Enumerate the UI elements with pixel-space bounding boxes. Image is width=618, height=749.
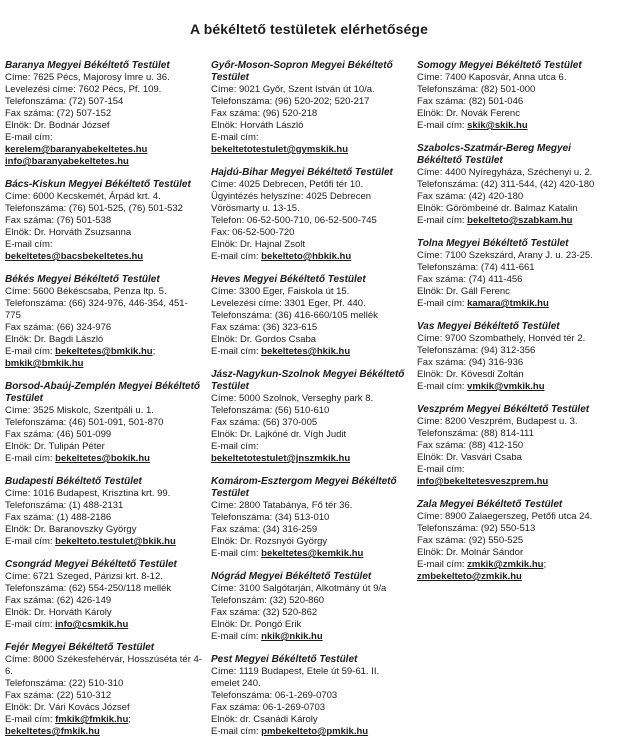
email-link[interactable]: info@csmkik.hu	[55, 619, 129, 630]
board-entry	[211, 167, 408, 263]
board-name: Bács-Kiskun Megyei Békéltető Testület	[5, 179, 191, 190]
email-link[interactable]: fmkik@fmkik.hu	[55, 714, 129, 725]
detail-line	[5, 512, 202, 524]
detail-line	[5, 702, 202, 714]
detail-line	[211, 666, 408, 690]
detail-text: Címe: 8200 Veszprém, Budapest u. 3.	[417, 416, 578, 427]
detail-line	[5, 203, 202, 215]
email-link[interactable]: info@bekeltetesveszprem.hu	[417, 476, 549, 487]
board-name: Komárom-Esztergom Megyei Békéltető Testület	[211, 476, 397, 499]
email-link[interactable]: pmbekelteto@pmkik.hu	[261, 726, 369, 737]
detail-text: Címe: 3100 Salgótarján, Alkotmány út 9/a	[211, 583, 387, 594]
detail-text: ;	[128, 714, 131, 725]
board-entry	[5, 179, 202, 263]
detail-line	[5, 156, 202, 168]
detail-line	[211, 512, 408, 524]
detail-line	[5, 227, 202, 239]
board-entry	[417, 321, 614, 393]
detail-text: Címe: 5000 Szolnok, Verseghy park 8.	[211, 393, 374, 404]
detail-text: Címe: 4025 Debrecen, Petőfi tér 10.	[211, 179, 364, 190]
detail-line	[211, 583, 408, 595]
detail-text: Címe: 9021 Győr, Szent István út 10/a.	[211, 84, 375, 95]
detail-line	[417, 286, 614, 298]
detail-line	[5, 536, 202, 548]
detail-text: Elnök: dr. Csanádi Károly	[211, 714, 318, 725]
detail-text: Telefonszáma: (46) 501-091, 501-870	[5, 417, 164, 428]
detail-text: Elnök: Dr. Tulipán Péter	[5, 441, 105, 452]
detail-text: Címe: 6721 Szeged, Párizsi krt. 8-12.	[5, 571, 163, 582]
detail-line	[417, 416, 614, 428]
detail-line	[211, 524, 408, 536]
detail-line	[5, 583, 202, 595]
detail-text: Fax száma: (76) 501-538	[5, 215, 112, 226]
detail-line	[417, 274, 614, 286]
detail-line	[5, 488, 202, 500]
board-name: Csongrád Megyei Békéltető Testület	[5, 559, 177, 570]
detail-text: Fax száma: (66) 324-976	[5, 322, 112, 333]
email-link[interactable]: info@baranyabekeltetes.hu	[5, 156, 129, 167]
detail-line	[417, 428, 614, 440]
detail-line	[211, 536, 408, 548]
detail-line	[211, 429, 408, 441]
detail-text: Telefonszáma: (92) 550-513	[417, 523, 536, 534]
detail-text: Fax száma: (88) 412-150	[417, 440, 524, 451]
board-name: Pest Megyei Békéltető Testület	[211, 654, 358, 665]
detail-text: E-mail cím:	[211, 631, 262, 642]
detail-text: Telefonszáma: (72) 507-154	[5, 96, 124, 107]
board-entry	[417, 238, 614, 310]
column-right	[417, 60, 614, 594]
detail-text: Telefonszáma: (96) 520-202; 520-217	[211, 96, 370, 107]
detail-line	[5, 405, 202, 417]
detail-text: ;	[543, 559, 547, 570]
detail-line	[5, 298, 202, 322]
detail-text: Telefonszáma: (34) 513-010	[211, 512, 330, 523]
detail-line	[417, 452, 614, 464]
detail-line	[5, 346, 202, 370]
detail-text: Elnök: Dr. Baranovszky György	[5, 524, 137, 535]
detail-text: Elnök: Dr. Rozsnyói György	[211, 536, 328, 547]
detail-text: Fax száma: (62) 426-149	[5, 595, 112, 606]
detail-line	[5, 595, 202, 607]
detail-text: Elnök: Dr. Horváth Károly	[5, 607, 112, 618]
detail-line	[211, 548, 408, 560]
detail-text: Címe: 8000 Székesfehérvár, Hosszúséta tér 4-6.	[5, 654, 202, 677]
detail-line	[211, 453, 408, 465]
detail-line	[5, 322, 202, 334]
detail-text: ;	[152, 346, 156, 357]
board-entry	[5, 274, 202, 370]
detail-text: Elnök: Dr. Pongó Erik	[211, 619, 302, 630]
detail-text: Fax száma: (32) 520-862	[211, 607, 318, 618]
detail-text: Telefonszáma: (74) 411-661	[417, 262, 535, 273]
detail-text: Fax száma: 06-1-269-0703	[211, 702, 326, 713]
detail-text: Telefon: 06-52-500-710, 06-52-500-745	[211, 215, 377, 226]
detail-text: E-mail cím:	[417, 215, 468, 226]
email-link[interactable]: kerelem@baranyabekeltetes.hu	[5, 144, 148, 155]
detail-text: Levelezési címe: 7602 Pécs, Pf. 109.	[5, 84, 162, 95]
board-name: Szabolcs-Szatmár-Bereg Megyei Békéltető Testület	[417, 143, 571, 166]
detail-text: Fax száma: (72) 507-152	[5, 108, 112, 119]
email-link[interactable]: bekeltetes@bmkik.hu	[55, 346, 153, 357]
email-link[interactable]: zmkik@zmkik.hu	[467, 559, 544, 570]
email-link[interactable]: bekeltetes@hkik.hu	[261, 346, 351, 357]
detail-line	[211, 84, 408, 96]
detail-text: Telefonszáma: (76) 501-525, (76) 501-532	[5, 203, 183, 214]
detail-text: Elnök: Dr. Bodnár József	[5, 120, 110, 131]
detail-text: E-mail cím:	[5, 346, 56, 357]
detail-line	[211, 108, 408, 120]
detail-line	[211, 393, 408, 405]
detail-line	[5, 144, 202, 156]
detail-text: Elnök: Dr. Gordos Csaba	[211, 334, 317, 345]
detail-line	[417, 298, 614, 310]
detail-line	[211, 619, 408, 631]
detail-text: Telefonszáma: (1) 488-2131	[5, 500, 124, 511]
detail-text: Címe: 7100 Szekszárd, Arany J. u. 23-25.	[417, 250, 593, 261]
detail-line	[211, 631, 408, 643]
board-entry	[211, 654, 408, 738]
detail-text: Fax száma: (92) 550-525	[417, 535, 524, 546]
detail-line	[417, 464, 614, 476]
detail-text: Fax száma: (74) 411-456	[417, 274, 523, 285]
detail-text: E-mail cím:	[5, 239, 53, 250]
detail-text: Telefonszáma: (88) 814-111	[417, 428, 534, 439]
detail-text: Telefonszáma: (36) 416-660/105 mellék	[211, 310, 378, 321]
detail-text: Elnök: Dr. Molnár Sándor	[417, 547, 524, 558]
detail-line	[5, 286, 202, 298]
columns-container	[0, 37, 618, 749]
board-entry	[5, 381, 202, 465]
detail-line	[417, 381, 614, 393]
board-name: Jász-Nagykun-Szolnok Megyei Békéltető Testület	[211, 369, 405, 392]
detail-text: Telefonszáma: 06-1-269-0703	[211, 690, 338, 701]
detail-line	[417, 357, 614, 369]
email-link[interactable]: bekelteto@hbkik.hu	[261, 251, 352, 262]
detail-line	[417, 262, 614, 274]
detail-text: Telefonszáma: (22) 510-310	[5, 678, 124, 689]
detail-text: Címe: 7625 Pécs, Majorosy Imre u. 36.	[5, 72, 170, 83]
detail-text: E-mail cím:	[211, 346, 262, 357]
detail-text: Elnök: Dr. Lajkóné dr. Vígh Judit	[211, 429, 347, 440]
page-title: A békéltető testületek elérhetősége	[190, 21, 428, 37]
detail-line	[417, 511, 614, 523]
detail-line	[5, 334, 202, 346]
detail-text: Fax száma: (94) 316-936	[417, 357, 524, 368]
detail-line	[5, 251, 202, 263]
board-name: Nógrád Megyei Békéltető Testület	[211, 571, 372, 582]
detail-text: E-mail cím:	[5, 619, 56, 630]
detail-line	[5, 571, 202, 583]
column-middle	[211, 60, 408, 749]
detail-text: Fax száma: (82) 501-046	[417, 96, 524, 107]
board-entry	[417, 143, 614, 227]
detail-line	[211, 286, 408, 298]
detail-line	[211, 346, 408, 358]
detail-text: Fax száma: (1) 488-2186	[5, 512, 112, 523]
email-link[interactable]: zmbekelteto@zmkik.hu	[417, 571, 522, 582]
detail-text: Elnök: Dr. Vasvári Csaba	[417, 452, 522, 463]
board-name: Zala Megyei Békéltető Testület	[417, 499, 563, 510]
board-entry	[211, 571, 408, 643]
detail-text: Telefonszáma: (56) 510-610	[211, 405, 330, 416]
detail-text: Fax száma: (96) 520-218	[211, 108, 318, 119]
detail-line	[211, 714, 408, 726]
detail-line	[417, 120, 614, 132]
detail-line	[211, 690, 408, 702]
detail-text: E-mail cím:	[5, 536, 56, 547]
board-name: Borsod-Abaúj-Zemplén Megyei Békéltető Testület	[5, 381, 201, 404]
detail-line	[211, 334, 408, 346]
board-name: Tolna Megyei Békéltető Testület	[417, 238, 569, 249]
detail-text: Címe: 3525 Miskolc, Szentpáli u. 1.	[5, 405, 154, 416]
detail-line	[5, 429, 202, 441]
detail-line	[417, 96, 614, 108]
board-entry	[5, 559, 202, 631]
detail-line	[5, 108, 202, 120]
detail-text: E-mail cím:	[417, 120, 468, 131]
detail-line	[417, 535, 614, 547]
detail-line	[211, 96, 408, 108]
board-entry	[5, 642, 202, 738]
detail-text: Elnök: Dr. Gáll Ferenc	[417, 286, 510, 297]
board-entry	[211, 60, 408, 156]
detail-line	[211, 120, 408, 132]
detail-line	[417, 547, 614, 559]
detail-text: Fax száma: (22) 510-312	[5, 690, 112, 701]
detail-line	[211, 144, 408, 156]
detail-line	[5, 239, 202, 251]
board-entry	[5, 60, 202, 168]
detail-text: E-mail cím:	[211, 132, 259, 143]
detail-line	[5, 654, 202, 678]
detail-line	[417, 215, 614, 227]
detail-text: Címe: 9700 Szombathely, Honvéd tér 2.	[417, 333, 586, 344]
board-name: Győr-Moson-Sopron Megyei Békéltető Testület	[211, 60, 393, 83]
detail-text: E-mail cím:	[5, 453, 56, 464]
board-entry	[5, 476, 202, 548]
detail-text: E-mail cím:	[211, 726, 262, 737]
email-link[interactable]: bekeltetes@bacsbekeltetes.hu	[5, 251, 144, 262]
detail-line	[5, 96, 202, 108]
detail-line	[417, 523, 614, 535]
detail-line	[211, 607, 408, 619]
detail-line	[5, 191, 202, 203]
detail-text: Fax száma: (36) 323-615	[211, 322, 318, 333]
detail-text: E-mail cím:	[211, 251, 262, 262]
detail-text: E-mail cím:	[5, 714, 56, 725]
board-name: Budapesti Békéltető Testület	[5, 476, 142, 487]
detail-line	[417, 440, 614, 452]
email-link[interactable]: bmkik@bmkik.hu	[5, 358, 84, 369]
detail-text: Telefonszám: (32) 520-860	[211, 595, 325, 606]
detail-text: Telefonszáma: (42) 311-544, (42) 420-180	[417, 179, 595, 190]
detail-text: Címe: 4400 Nyíregyháza, Széchenyi u. 2.	[417, 167, 593, 178]
detail-line	[5, 690, 202, 702]
detail-text: E-mail cím:	[417, 298, 468, 309]
detail-text: Fax száma: (42) 420-180	[417, 191, 524, 202]
email-link[interactable]: nkik@nkik.hu	[261, 631, 323, 642]
detail-text: Címe: 5600 Békéscsaba, Penza ltp. 5.	[5, 286, 167, 297]
detail-line	[211, 322, 408, 334]
email-link[interactable]: bekelteto@szabkam.hu	[467, 215, 573, 226]
detail-text: E-mail cím:	[417, 464, 465, 475]
email-link[interactable]: bekeltetes@bokik.hu	[55, 453, 150, 464]
detail-text: Címe: 1119 Budapest, Etele út 59-61. II. emelet 240.	[211, 666, 380, 689]
detail-text: Fax száma: (46) 501-099	[5, 429, 112, 440]
detail-text: Levelezési címe: 3301 Eger, Pf. 440.	[211, 298, 366, 309]
detail-text: Elnök: Horváth László	[211, 120, 304, 131]
detail-line	[5, 607, 202, 619]
detail-line	[211, 191, 408, 215]
detail-line	[5, 441, 202, 453]
detail-line	[5, 619, 202, 631]
detail-text: Címe: 1016 Budapest, Krisztina krt. 99.	[5, 488, 171, 499]
detail-line	[417, 167, 614, 179]
column-left	[5, 60, 202, 749]
email-link[interactable]: skik@skik.hu	[467, 120, 528, 131]
detail-text: Fax: 06-52-500-720	[211, 227, 295, 238]
detail-line	[211, 726, 408, 738]
detail-line	[417, 191, 614, 203]
detail-line	[211, 179, 408, 191]
detail-text: Címe: 8900 Zalaegerszeg, Petőfi utca 24.	[417, 511, 593, 522]
board-name: Fejér Megyei Békéltető Testület	[5, 642, 155, 653]
detail-line	[211, 132, 408, 144]
detail-text: Fax száma: (34) 316-259	[211, 524, 318, 535]
detail-line	[5, 417, 202, 429]
detail-text: Elnök: Dr. Novák Ferenc	[417, 108, 520, 119]
detail-line	[417, 108, 614, 120]
detail-line	[5, 132, 202, 144]
detail-line	[211, 595, 408, 607]
email-link[interactable]: bekeltetes@kemkik.hu	[261, 548, 364, 559]
detail-line	[5, 500, 202, 512]
detail-text: Telefonszáma: (94) 312-356	[417, 345, 536, 356]
board-entry	[211, 476, 408, 560]
detail-text: E-mail cím:	[5, 132, 53, 143]
detail-line	[5, 453, 202, 465]
detail-line	[211, 441, 408, 453]
board-name: Baranya Megyei Békéltető Testület	[5, 60, 170, 71]
detail-text: E-mail cím:	[211, 548, 262, 559]
detail-line	[5, 84, 202, 96]
email-link[interactable]: vmkik@vmkik.hu	[467, 381, 545, 392]
detail-text: Címe: 7400 Kaposvár, Anna utca 6.	[417, 72, 567, 83]
detail-text: Telefonszáma: (66) 324-976, 446-354, 451-775	[5, 298, 188, 321]
detail-line	[417, 369, 614, 381]
email-link[interactable]: bekeltetotestulet@gymskik.hu	[211, 144, 349, 155]
detail-line	[211, 215, 408, 227]
email-link[interactable]: bekeltetotestulet@jnszmkik.hu	[211, 453, 351, 464]
detail-line	[417, 333, 614, 345]
detail-line	[417, 72, 614, 84]
detail-line	[417, 250, 614, 262]
detail-line	[211, 702, 408, 714]
detail-line	[5, 524, 202, 536]
detail-line	[417, 179, 614, 191]
detail-text: Címe: 6000 Kecskemét, Árpád krt. 4.	[5, 191, 161, 202]
email-link[interactable]: kamara@tmkik.hu	[467, 298, 549, 309]
board-entry	[417, 404, 614, 488]
detail-text: Elnök: Dr. Kövesdi Zoltán	[417, 369, 524, 380]
board-entry	[211, 369, 408, 465]
detail-text: Ügyintézés helyszíne: 4025 Debrecen Vörösmarty u. 13-15.	[211, 191, 372, 214]
detail-line	[211, 251, 408, 263]
detail-line	[417, 84, 614, 96]
detail-text: Fax száma: (56) 370-005	[211, 417, 318, 428]
detail-text: E-mail cím:	[211, 441, 259, 452]
detail-line	[211, 239, 408, 251]
board-entry	[417, 60, 614, 132]
detail-line	[417, 559, 614, 583]
detail-text: Elnök: Görömbeiné dr. Balmaz Katalin	[417, 203, 578, 214]
detail-text: Címe: 2800 Tatabánya, Fő tér 36.	[211, 500, 353, 511]
detail-text: Elnök: Dr. Vári Kovács József	[5, 702, 130, 713]
board-name: Somogy Megyei Békéltető Testület	[417, 60, 582, 71]
detail-line	[211, 298, 408, 310]
detail-line	[5, 678, 202, 690]
board-name: Heves Megyei Békéltető Testület	[211, 274, 366, 285]
detail-line	[211, 310, 408, 322]
detail-line	[417, 345, 614, 357]
detail-text: Elnök: Dr. Bagdi László	[5, 334, 104, 345]
detail-line	[417, 476, 614, 488]
detail-text: E-mail cím:	[417, 381, 468, 392]
detail-text: E-mail cím:	[417, 559, 468, 570]
board-name: Vas Megyei Békéltető Testület	[417, 321, 560, 332]
detail-line	[5, 72, 202, 84]
email-link[interactable]: bekelteto.testulet@bkik.hu	[55, 536, 176, 547]
board-name: Békés Megyei Békéltető Testület	[5, 274, 160, 285]
detail-line	[211, 500, 408, 512]
detail-line	[211, 405, 408, 417]
detail-text: Elnök: Dr. Horváth Zsuzsanna	[5, 227, 132, 238]
board-entry	[417, 499, 614, 583]
board-name: Veszprém Megyei Békéltető Testület	[417, 404, 590, 415]
detail-line	[211, 417, 408, 429]
detail-text: Elnök: Dr. Hajnal Zsolt	[211, 239, 305, 250]
detail-line	[211, 227, 408, 239]
detail-text: Címe: 3300 Eger, Faiskola út 15.	[211, 286, 350, 297]
email-link[interactable]: bekeltetes@fmkik.hu	[5, 726, 100, 737]
detail-line	[5, 120, 202, 132]
detail-line	[5, 215, 202, 227]
detail-text: Telefonszáma: (62) 554-250/118 mellék	[5, 583, 172, 594]
board-entry	[211, 274, 408, 358]
detail-line	[5, 714, 202, 738]
board-name: Hajdú-Bihar Megyei Békéltető Testület	[211, 167, 393, 178]
detail-line	[417, 203, 614, 215]
detail-text: Telefonszáma: (82) 501-000	[417, 84, 536, 95]
